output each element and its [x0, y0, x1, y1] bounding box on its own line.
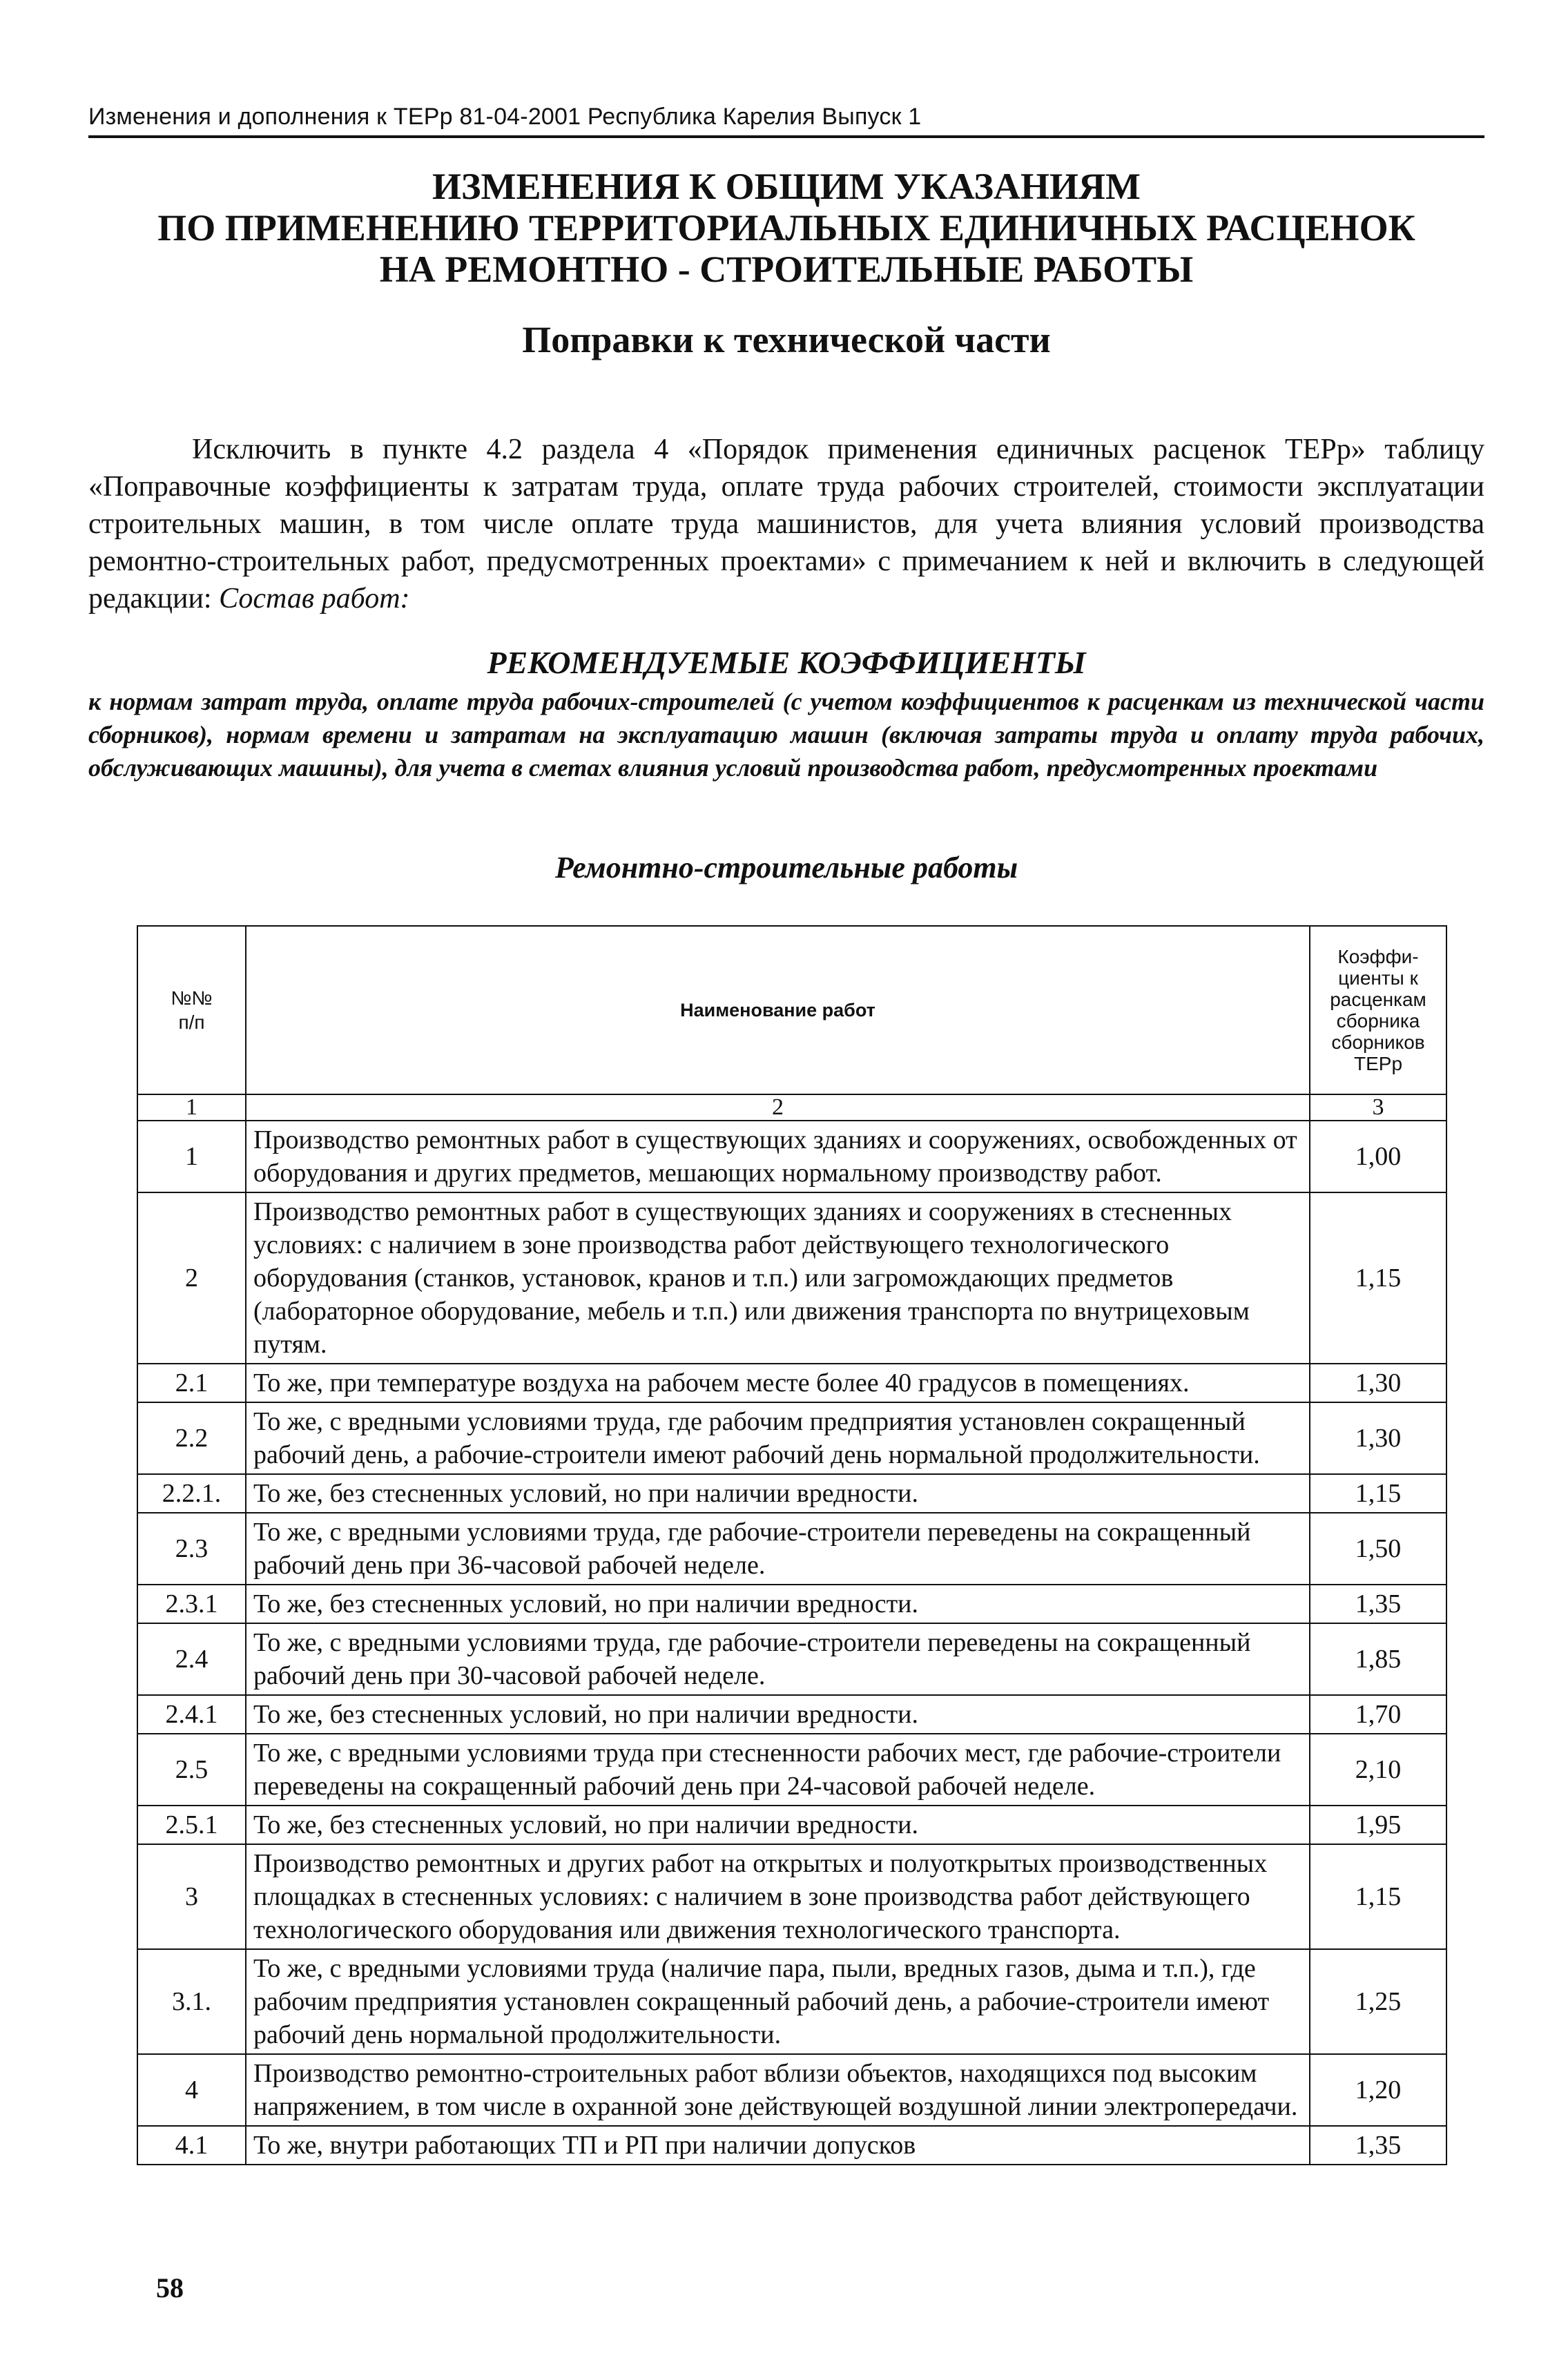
row-number: 1	[137, 1121, 246, 1192]
main-title-line: НА РЕМОНТНО - СТРОИТЕЛЬНЫЕ РАБОТЫ	[379, 249, 1194, 290]
row-coefficient: 2,10	[1310, 1734, 1446, 1806]
table-row	[137, 1192, 1446, 1364]
header-rule	[88, 135, 1484, 138]
row-coefficient: 1,15	[1310, 1844, 1446, 1949]
coefficients-table	[137, 925, 1447, 2165]
main-title-line: ПО ПРИМЕНЕНИЮ ТЕРРИТОРИАЛЬНЫХ ЕДИНИЧНЫХ РАСЦЕНОК	[157, 207, 1415, 249]
row-coefficient: 1,95	[1310, 1806, 1446, 1844]
row-name: То же, с вредными условиями труда, где рабочие-строители переведены на сокращенный рабочий день при 30-часовой рабочей неделе.	[246, 1623, 1310, 1695]
header-coef-line: сборников	[1331, 1032, 1425, 1053]
table-row	[137, 1121, 1446, 1192]
table-row	[137, 1734, 1446, 1806]
row-number: 2.5	[137, 1734, 246, 1806]
row-number: 2	[137, 1192, 246, 1364]
row-name: Производство ремонтных работ в существующих зданиях и сооружениях в стесненных условиях: с наличием в зоне производства работ действующего технологического оборудования (станков, установок, кранов и т.п.) или загромождающих предметов (лабораторное оборудование, мебель и т.п.) или движения транспорта по внутрицеховым путям.	[246, 1192, 1310, 1364]
table-row	[137, 1623, 1446, 1695]
table-row	[137, 2126, 1446, 2165]
running-header: Изменения и дополнения к ТЕРр 81-04-2001 Республика Карелия Выпуск 1	[88, 104, 922, 130]
header-coef	[1310, 926, 1446, 1094]
table-row	[137, 1474, 1446, 1513]
row-number: 2.2	[137, 1402, 246, 1474]
table-row	[137, 1806, 1446, 1844]
row-coefficient: 1,30	[1310, 1402, 1446, 1474]
header-num-line: п/п	[178, 1012, 205, 1033]
intro-text: Исключить в пункте 4.2 раздела 4 «Порядок применения единичных расценок ТЕРр» таблицу «Поправочные коэффициенты к затратам труда, оплате труда рабочих строителей, стоимости эксплуатации строительных машин, в том числе оплате труда машинистов, для учета влияния условий производства ремонтно-строительных работ, предусмотренных проектами» с примечанием к ней и включить в следующей редакции:	[88, 434, 1484, 615]
row-name: То же, без стесненных условий, но при наличии вредности.	[246, 1585, 1310, 1623]
column-number: 1	[137, 1094, 246, 1121]
column-number: 3	[1310, 1094, 1446, 1121]
column-number: 2	[246, 1094, 1310, 1121]
row-coefficient: 1,25	[1310, 1949, 1446, 2054]
row-number: 2.5.1	[137, 1806, 246, 1844]
header-coef-line: Коэффи-	[1337, 946, 1419, 967]
row-name: То же, с вредными условиями труда при стесненности рабочих мест, где рабочие-строители переведены на сокращенный рабочий день при 24-часовой рабочей неделе.	[246, 1734, 1310, 1806]
row-coefficient: 1,35	[1310, 2126, 1446, 2165]
row-number: 2.4	[137, 1623, 246, 1695]
table-row	[137, 1402, 1446, 1474]
table-row	[137, 1844, 1446, 1949]
row-coefficient: 1,85	[1310, 1623, 1446, 1695]
row-coefficient: 1,20	[1310, 2054, 1446, 2126]
row-name: То же, без стесненных условий, но при наличии вредности.	[246, 1695, 1310, 1734]
table-row	[137, 1695, 1446, 1734]
row-number: 4	[137, 2054, 246, 2126]
row-name: Производство ремонтных работ в существующих зданиях и сооружениях, освобожденных от оборудования и других предметов, мешающих нормальному производству работ.	[246, 1121, 1310, 1192]
sub-title: Поправки к технической части	[522, 319, 1051, 360]
row-name: Производство ремонтно-строительных работ вблизи объектов, находящихся под высоким напряжением, в том числе в охранной зоне действующей воздушной линии электропередачи.	[246, 2054, 1310, 2126]
row-number: 2.3	[137, 1513, 246, 1585]
row-coefficient: 1,30	[1310, 1364, 1446, 1402]
intro-paragraph	[88, 431, 1484, 617]
header-coef-line: ТЕРр	[1353, 1053, 1403, 1074]
table-row	[137, 1513, 1446, 1585]
intro-italic-tail: Состав работ:	[219, 583, 410, 615]
row-name: Производство ремонтных и других работ на открытых и полуоткрытых производственных площадках в стесненных условиях: с наличием в зоне производства работ действующего технологического оборудования или движения технологического транспорта.	[246, 1844, 1310, 1949]
header-coef-line: расценкам	[1330, 989, 1426, 1010]
row-number: 4.1	[137, 2126, 246, 2165]
row-number: 2.4.1	[137, 1695, 246, 1734]
row-coefficient: 1,35	[1310, 1585, 1446, 1623]
row-number: 2.2.1.	[137, 1474, 246, 1513]
header-num	[137, 926, 246, 1094]
row-name: То же, с вредными условиями труда (наличие пара, пыли, вредных газов, дыма и т.п.), где рабочим предприятия установлен сокращенный рабочий день, а рабочие-строители имеют рабочий день нормальной продолжительности.	[246, 1949, 1310, 2054]
table-row	[137, 1585, 1446, 1623]
row-name: То же, без стесненных условий, но при наличии вредности.	[246, 1806, 1310, 1844]
table-row	[137, 1364, 1446, 1402]
main-title	[88, 166, 1484, 290]
column-number-row	[137, 1094, 1446, 1121]
row-name: То же, без стесненных условий, но при наличии вредности.	[246, 1474, 1310, 1513]
row-coefficient: 1,50	[1310, 1513, 1446, 1585]
row-coefficient: 1,15	[1310, 1192, 1446, 1364]
row-coefficient: 1,70	[1310, 1695, 1446, 1734]
row-name: То же, с вредными условиями труда, где рабочим предприятия установлен сокращенный рабочий день, а рабочие-строители имеют рабочий день нормальной продолжительности.	[246, 1402, 1310, 1474]
page-number: 58	[156, 2272, 184, 2303]
header-name: Наименование работ	[246, 926, 1310, 1094]
row-coefficient: 1,15	[1310, 1474, 1446, 1513]
row-coefficient: 1,00	[1310, 1121, 1446, 1192]
table-header-row	[137, 926, 1446, 1094]
recommended-text: к нормам затрат труда, оплате труда рабочих-строителей (с учетом коэффициентов к расценкам из технической части сборников), нормам времени и затратам на эксплуатацию машин (включая затраты труда и оплату труда рабочих, обслуживающих машины), для учета в сметах влияния условий производства работ, предусмотренных проектами	[88, 688, 1484, 782]
table-row	[137, 1949, 1446, 2054]
row-number: 3	[137, 1844, 246, 1949]
section-title: Ремонтно-строительные работы	[554, 851, 1018, 884]
header-num-line: №№	[171, 987, 213, 1009]
row-name: То же, при температуре воздуха на рабочем месте более 40 градусов в помещениях.	[246, 1364, 1310, 1402]
row-name: То же, внутри работающих ТП и РП при наличии допусков	[246, 2126, 1310, 2165]
recommended-title: РЕКОМЕНДУЕМЫЕ КОЭФФИЦИЕНТЫ	[487, 645, 1086, 680]
row-number: 3.1.	[137, 1949, 246, 2054]
table-row	[137, 2054, 1446, 2126]
header-coef-line: сборника	[1336, 1010, 1420, 1032]
row-number: 2.1	[137, 1364, 246, 1402]
row-name: То же, с вредными условиями труда, где рабочие-строители переведены на сокращенный рабочий день при 36-часовой рабочей неделе.	[246, 1513, 1310, 1585]
header-coef-line: циенты к	[1338, 967, 1418, 989]
main-title-line: ИЗМЕНЕНИЯ К ОБЩИМ УКАЗАНИЯМ	[432, 166, 1141, 207]
row-number: 2.3.1	[137, 1585, 246, 1623]
